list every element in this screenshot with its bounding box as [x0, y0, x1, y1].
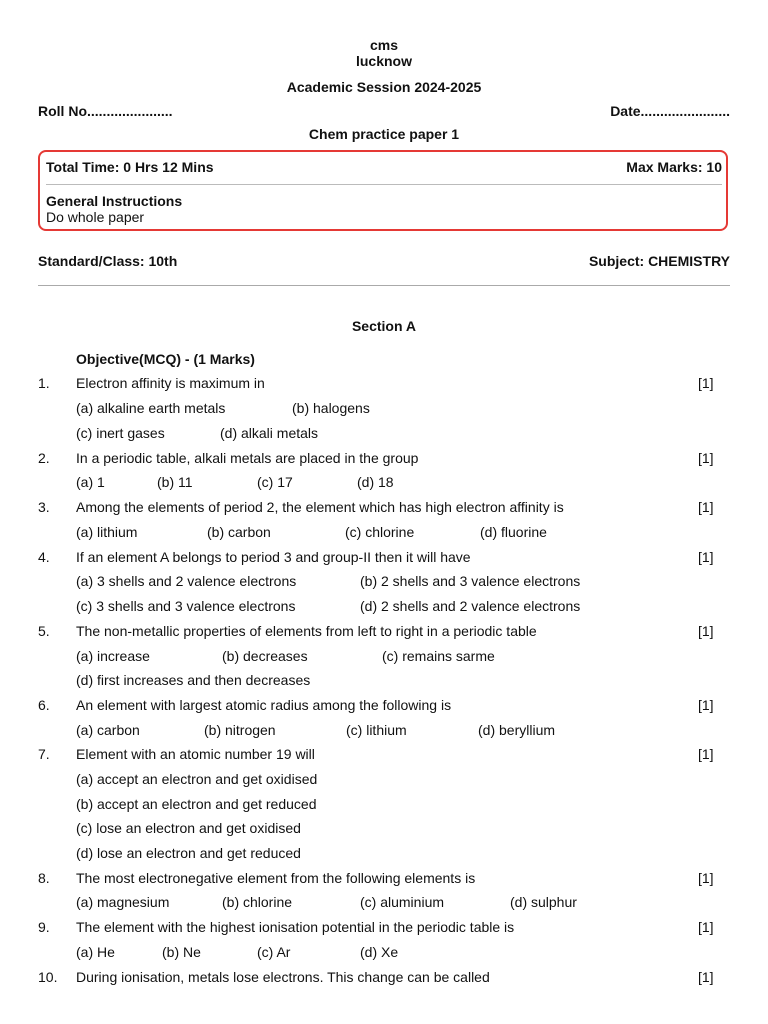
option: (b) 2 shells and 3 valence electrons [360, 573, 581, 589]
option: (a) 1 [76, 474, 105, 490]
option: (c) aluminium [360, 894, 445, 910]
option: (a) alkaline earth metals [76, 400, 226, 416]
option: (c) Ar [257, 944, 291, 960]
option: (b) halogens [292, 400, 370, 416]
option: (d) 18 [357, 474, 394, 490]
option: (d) lose an electron and get reduced [76, 845, 301, 861]
question-number: 8. [38, 870, 50, 886]
question-text: The element with the highest ionisation potential in the periodic table is [76, 919, 515, 935]
option: (b) nitrogen [204, 722, 276, 738]
question-number: 4. [38, 549, 50, 565]
option: (b) chlorine [222, 894, 293, 910]
option: (a) accept an electron and get oxidised [76, 771, 318, 787]
total-time: Total Time: 0 Hrs 12 Mins [46, 159, 214, 175]
question-text: Element with an atomic number 19 will [76, 746, 315, 762]
question-marks: [1] [698, 375, 714, 391]
option: (d) sulphur [510, 894, 577, 910]
question-number: 5. [38, 623, 50, 639]
question-marks: [1] [698, 697, 714, 713]
question-number: 9. [38, 919, 50, 935]
option: (a) increase [76, 648, 150, 664]
question-text: In a periodic table, alkali metals are placed in the group [76, 450, 419, 466]
question-marks: [1] [698, 450, 714, 466]
question-text: Among the elements of period 2, the element which has high electron affinity is [76, 499, 564, 515]
option: (d) fluorine [480, 524, 547, 540]
question-text: If an element A belongs to period 3 and group-II then it will have [76, 549, 471, 565]
question-marks: [1] [698, 919, 714, 935]
option: (c) chlorine [345, 524, 415, 540]
question-marks: [1] [698, 746, 714, 762]
question-number: 7. [38, 746, 50, 762]
option: (b) accept an electron and get reduced [76, 796, 317, 812]
section-title: Section A [351, 318, 417, 334]
question-text: An element with largest atomic radius among the following is [76, 697, 452, 713]
option: (b) decreases [222, 648, 308, 664]
option: (d) Xe [360, 944, 399, 960]
question-number: 2. [38, 450, 50, 466]
academic-session: Academic Session 2024-2025 [286, 79, 482, 95]
question-text: During ionisation, metals lose electrons. This change can be called [76, 969, 490, 985]
option: (d) beryllium [478, 722, 556, 738]
question-number: 6. [38, 697, 50, 713]
subject: Subject: CHEMISTRY [588, 253, 730, 269]
option: (b) carbon [207, 524, 271, 540]
question-text: The non-metallic properties of elements from left to right in a periodic table [76, 623, 537, 639]
standard-class: Standard/Class: 10th [38, 253, 178, 269]
max-marks: Max Marks: 10 [626, 159, 722, 175]
question-marks: [1] [698, 969, 714, 985]
section-subtitle: Objective(MCQ) - (1 Marks) [76, 351, 255, 367]
info-divider [46, 184, 722, 185]
instructions-text: Do whole paper [46, 209, 145, 225]
option: (d) 2 shells and 2 valence electrons [360, 598, 581, 614]
question-marks: [1] [698, 870, 714, 886]
option: (d) first increases and then decreases [76, 672, 311, 688]
question-number: 1. [38, 375, 50, 391]
meta-divider [38, 285, 730, 286]
paper-title: Chem practice paper 1 [308, 126, 460, 142]
option: (a) carbon [76, 722, 140, 738]
school-name: cms [369, 37, 399, 53]
question-marks: [1] [698, 549, 714, 565]
option: (c) lithium [346, 722, 407, 738]
option: (a) magnesium [76, 894, 170, 910]
roll-no: Roll No...................... [38, 103, 173, 119]
option: (a) 3 shells and 2 valence electrons [76, 573, 297, 589]
question-text: Electron affinity is maximum in [76, 375, 265, 391]
option: (c) 17 [257, 474, 293, 490]
option: (d) alkali metals [220, 425, 319, 441]
question-number: 10. [38, 969, 58, 985]
date-field: Date....................... [610, 103, 730, 119]
option: (c) 3 shells and 3 valence electrons [76, 598, 296, 614]
option: (c) remains sarme [382, 648, 495, 664]
instructions-title: General Instructions [46, 193, 183, 209]
option: (b) Ne [162, 944, 201, 960]
question-number: 3. [38, 499, 50, 515]
school-city: lucknow [355, 53, 412, 69]
option: (a) He [76, 944, 115, 960]
question-marks: [1] [698, 623, 714, 639]
option: (c) lose an electron and get oxidised [76, 820, 301, 836]
option: (a) lithium [76, 524, 138, 540]
option: (b) 11 [157, 474, 193, 490]
question-marks: [1] [698, 499, 714, 515]
option: (c) inert gases [76, 425, 165, 441]
question-text: The most electronegative element from the following elements is [76, 870, 476, 886]
